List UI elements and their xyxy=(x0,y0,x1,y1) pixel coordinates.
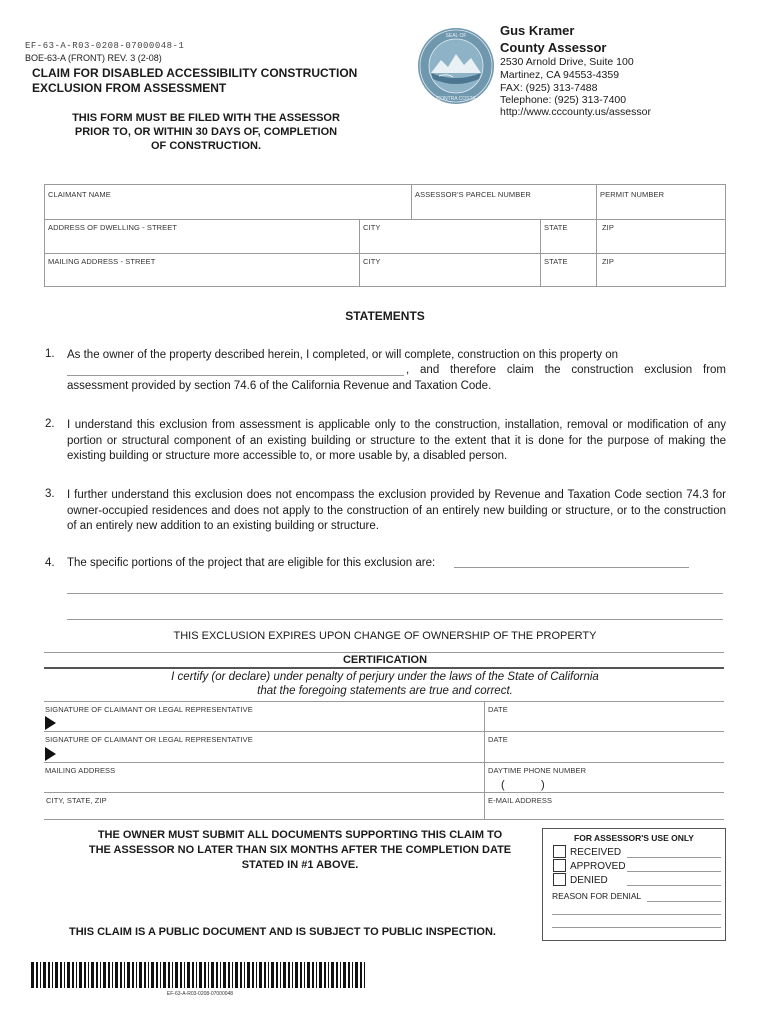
public-notice: THIS CLAIM IS A PUBLIC DOCUMENT AND IS SUBJECT TO PUBLIC INSPECTION. xyxy=(69,926,496,938)
barcode-bar xyxy=(348,962,350,988)
claimant-info-table xyxy=(44,184,726,287)
date2-label: DATE xyxy=(488,735,508,744)
statement-1-number: 1. xyxy=(45,348,55,360)
barcode-bar xyxy=(295,962,298,988)
signature2-label: SIGNATURE OF CLAIMANT OR LEGAL REPRESENTATIVE xyxy=(45,735,253,744)
barcode-bar xyxy=(136,962,137,988)
barcode-bar xyxy=(324,962,326,988)
barcode-bar xyxy=(120,962,122,988)
barcode-bar xyxy=(180,962,182,988)
parcel-number-label: ASSESSOR'S PARCEL NUMBER xyxy=(415,190,531,199)
barcode-bar xyxy=(124,962,125,988)
barcode-bar xyxy=(312,962,314,988)
signature2-arrow-icon xyxy=(45,747,56,761)
phone-open-paren: ( xyxy=(501,779,505,791)
barcode-bar xyxy=(220,962,221,988)
dwelling-state-label: STATE xyxy=(544,223,568,232)
date1-field[interactable] xyxy=(488,714,718,730)
barcode-bar xyxy=(79,962,82,988)
barcode-bar xyxy=(280,962,281,988)
mailing-city-label: CITY xyxy=(363,257,381,266)
barcode-bar xyxy=(304,962,305,988)
approved-label: APPROVED xyxy=(570,861,626,872)
barcode-bar xyxy=(52,962,53,988)
assessor-phone: Telephone: (925) 313-7400 xyxy=(500,94,627,106)
form-title-line1: CLAIM FOR DISABLED ACCESSIBILITY CONSTRUCTION xyxy=(32,66,358,80)
barcode-bar xyxy=(336,962,338,988)
reason-line-3[interactable] xyxy=(552,927,721,928)
barcode-bar xyxy=(288,962,290,988)
received-checkbox[interactable] xyxy=(553,845,566,858)
form-revision: BOE-63-A (FRONT) REV. 3 (2-08) xyxy=(25,53,162,63)
signature1-label: SIGNATURE OF CLAIMANT OR LEGAL REPRESENTATIVE xyxy=(45,705,253,714)
barcode-bar xyxy=(108,962,110,988)
barcode-bar xyxy=(252,962,254,988)
statement-4: The specific portions of the project that are eligible for this exclusion are: xyxy=(67,557,436,569)
barcode-bar xyxy=(40,962,41,988)
svg-text:SEAL OF: SEAL OF xyxy=(445,33,467,39)
assessor-fax: FAX: (925) 313-7488 xyxy=(500,82,598,94)
barcode-caption: EF-63-A-R03-0208-07000048 xyxy=(166,991,234,997)
assessor-name: Gus Kramer xyxy=(500,23,575,38)
barcode-bar xyxy=(172,962,173,988)
barcode-bar xyxy=(72,962,74,988)
statement-1-continued xyxy=(67,363,726,394)
barcode-bar xyxy=(31,962,34,988)
claimant-name-label: CLAIMANT NAME xyxy=(48,190,111,199)
statement-1-text-after: , and therefore claim the construction exclusion from assessment provided by section 74.6 of the California Revenue and Taxation Code. xyxy=(67,364,726,392)
barcode-bar xyxy=(223,962,226,988)
barcode-bar xyxy=(103,962,106,988)
barcode-bar xyxy=(187,962,190,988)
svg-text:CONTRA COSTA: CONTRA COSTA xyxy=(436,96,476,102)
barcode-bar xyxy=(247,962,250,988)
email-label: E-MAIL ADDRESS xyxy=(488,796,553,805)
signature2-field[interactable] xyxy=(60,744,480,760)
barcode-bar xyxy=(204,962,206,988)
date1-label: DATE xyxy=(488,705,508,714)
barcode-bar xyxy=(343,962,346,988)
barcode-bar xyxy=(271,962,274,988)
barcode-bar xyxy=(84,962,86,988)
barcode-bar xyxy=(168,962,170,988)
barcode-bar xyxy=(340,962,341,988)
certification-heading-rule xyxy=(44,667,724,669)
barcode-bar xyxy=(319,962,322,988)
barcode-bar xyxy=(163,962,166,988)
barcode-bar xyxy=(276,962,278,988)
expires-notice: THIS EXCLUSION EXPIRES UPON CHANGE OF OWNERSHIP OF THE PROPERTY xyxy=(173,630,597,642)
barcode-bar xyxy=(268,962,269,988)
barcode-bar xyxy=(352,962,353,988)
barcode-bar xyxy=(192,962,194,988)
barcode-icon xyxy=(31,962,369,988)
barcode-bar xyxy=(55,962,58,988)
denied-checkbox[interactable] xyxy=(553,873,566,886)
reason-line-1[interactable] xyxy=(647,901,721,902)
barcode-bar xyxy=(91,962,94,988)
statement-1-text-before: As the owner of the property described herein, I completed, or will complete, construction on this property on xyxy=(67,349,619,361)
received-line[interactable] xyxy=(627,857,721,858)
permit-number-label: PERMIT NUMBER xyxy=(600,190,665,199)
barcode-bar xyxy=(148,962,149,988)
certification-heading: CERTIFICATION xyxy=(342,654,428,666)
barcode-bar xyxy=(259,962,262,988)
date2-field[interactable] xyxy=(488,744,718,760)
barcode-bar xyxy=(240,962,242,988)
statement-4-number: 4. xyxy=(45,557,55,569)
barcode-bar xyxy=(216,962,218,988)
statements-heading: STATEMENTS xyxy=(345,309,425,323)
reason-line-2[interactable] xyxy=(552,914,721,915)
barcode-bar xyxy=(76,962,77,988)
mailing-address-field[interactable] xyxy=(45,775,480,791)
barcode-bar xyxy=(331,962,334,988)
assessor-title: County Assessor xyxy=(500,40,607,55)
barcode-bar xyxy=(139,962,142,988)
filing-notice-line3: OF CONSTRUCTION. xyxy=(151,140,261,152)
barcode-bar xyxy=(208,962,209,988)
dwelling-street-label: ADDRESS OF DWELLING - STREET xyxy=(48,223,178,232)
barcode-bar xyxy=(175,962,178,988)
denied-label: DENIED xyxy=(570,875,608,886)
received-label: RECEIVED xyxy=(570,847,622,858)
barcode-bar xyxy=(360,962,362,988)
barcode-bar xyxy=(264,962,266,988)
barcode-bar xyxy=(228,962,230,988)
signature1-field[interactable] xyxy=(60,714,480,730)
signature-table xyxy=(44,701,724,820)
assessor-use-heading: FOR ASSESSOR'S USE ONLY xyxy=(574,833,694,843)
reason-for-denial-label: REASON FOR DENIAL xyxy=(552,891,642,901)
barcode-bar xyxy=(96,962,98,988)
barcode-bar xyxy=(307,962,310,988)
email-field[interactable] xyxy=(488,805,718,818)
mailing-state-label: STATE xyxy=(544,257,568,266)
city-state-zip-label: CITY, STATE, ZIP xyxy=(46,796,107,805)
submit-notice-line3: STATED IN #1 ABOVE. xyxy=(241,859,359,871)
barcode-bar xyxy=(127,962,130,988)
county-seal-icon xyxy=(417,27,495,105)
barcode-bar xyxy=(132,962,134,988)
barcode-bar xyxy=(232,962,233,988)
certification-top-rule xyxy=(44,652,724,653)
assessor-website[interactable]: http://www.cccounty.us/assessor xyxy=(500,106,651,118)
barcode-bar xyxy=(60,962,62,988)
mailing-street-label: MAILING ADDRESS - STREET xyxy=(48,257,156,266)
barcode-bar xyxy=(211,962,214,988)
barcode-bar xyxy=(36,962,38,988)
certification-line1: I certify (or declare) under penalty of perjury under the laws of the State of California xyxy=(171,671,599,683)
approved-line[interactable] xyxy=(627,871,721,872)
barcode-bar xyxy=(88,962,89,988)
statement-1 xyxy=(67,348,726,364)
filing-notice-line1: THIS FORM MUST BE FILED WITH THE ASSESSOR xyxy=(72,112,340,124)
mailing-zip-label: ZIP xyxy=(602,257,614,266)
barcode-bar xyxy=(235,962,238,988)
eligible-portions-field-3[interactable] xyxy=(67,619,723,620)
barcode-bar xyxy=(292,962,293,988)
barcode-bar xyxy=(67,962,70,988)
barcode-bar xyxy=(43,962,46,988)
assessor-address1: 2530 Arnold Drive, Suite 100 xyxy=(500,56,634,68)
eligible-portions-field-1[interactable] xyxy=(454,567,689,568)
approved-checkbox[interactable] xyxy=(553,859,566,872)
barcode-bar xyxy=(196,962,197,988)
form-code: EF-63-A-R03-0208-07000048-1 xyxy=(25,41,185,51)
daytime-phone-label: DAYTIME PHONE NUMBER xyxy=(488,766,587,775)
barcode-bar xyxy=(144,962,146,988)
statement-2-number: 2. xyxy=(45,418,55,430)
signature1-arrow-icon xyxy=(45,716,56,730)
barcode-bar xyxy=(199,962,202,988)
barcode-bar xyxy=(300,962,302,988)
barcode-bar xyxy=(156,962,158,988)
barcode-bar xyxy=(256,962,257,988)
barcode-bar xyxy=(160,962,161,988)
eligible-portions-field-2[interactable] xyxy=(67,593,723,594)
dwelling-zip-label: ZIP xyxy=(602,223,614,232)
statement-3-number: 3. xyxy=(45,488,55,500)
phone-close-paren: ) xyxy=(541,779,545,791)
barcode-bar xyxy=(184,962,185,988)
submit-notice-line2: THE ASSESSOR NO LATER THAN SIX MONTHS AFTER THE COMPLETION DATE xyxy=(88,844,512,856)
submit-notice-line1: THE OWNER MUST SUBMIT ALL DOCUMENTS SUPPORTING THIS CLAIM TO xyxy=(97,829,503,841)
barcode-bar xyxy=(112,962,113,988)
city-state-zip-field[interactable] xyxy=(45,805,480,818)
barcode-bar xyxy=(100,962,101,988)
assessor-use-box xyxy=(542,828,726,941)
barcode-bar xyxy=(328,962,329,988)
form-title-line2: EXCLUSION FROM ASSESSMENT xyxy=(32,81,227,95)
barcode-bar xyxy=(316,962,317,988)
statement-2: I understand this exclusion from assessment is applicable only to the construction, installation, removal or modification of any portion or structural component of an existing building or structure to the extent that it is done for the purpose of making the existing building or structure more accessible to, or more usable by, a disabled person. xyxy=(67,419,726,462)
barcode-bar xyxy=(151,962,154,988)
barcode-bar xyxy=(364,962,365,988)
barcode-bar xyxy=(244,962,245,988)
denied-line[interactable] xyxy=(627,885,721,886)
dwelling-city-label: CITY xyxy=(363,223,381,232)
barcode-bar xyxy=(115,962,118,988)
barcode-bar xyxy=(48,962,50,988)
certification-line2: that the foregoing statements are true and correct. xyxy=(257,685,513,697)
barcode-bar xyxy=(283,962,286,988)
statement-3: I further understand this exclusion does not encompass the exclusion provided by Revenue and Taxation Code section 74.3 for owner-occupied residences and does not apply to the construction of an entirely new building or structure, or to the construction of an entirely new addition to an existing building or structure. xyxy=(67,489,726,532)
barcode-bar xyxy=(355,962,358,988)
filing-notice-line2: PRIOR TO, OR WITHIN 30 DAYS OF, COMPLETION xyxy=(74,126,338,138)
barcode-bar xyxy=(64,962,65,988)
mailing-address-label: MAILING ADDRESS xyxy=(45,766,116,775)
assessor-address2: Martinez, CA 94553-4359 xyxy=(500,69,620,81)
daytime-phone-field[interactable] xyxy=(488,775,718,791)
